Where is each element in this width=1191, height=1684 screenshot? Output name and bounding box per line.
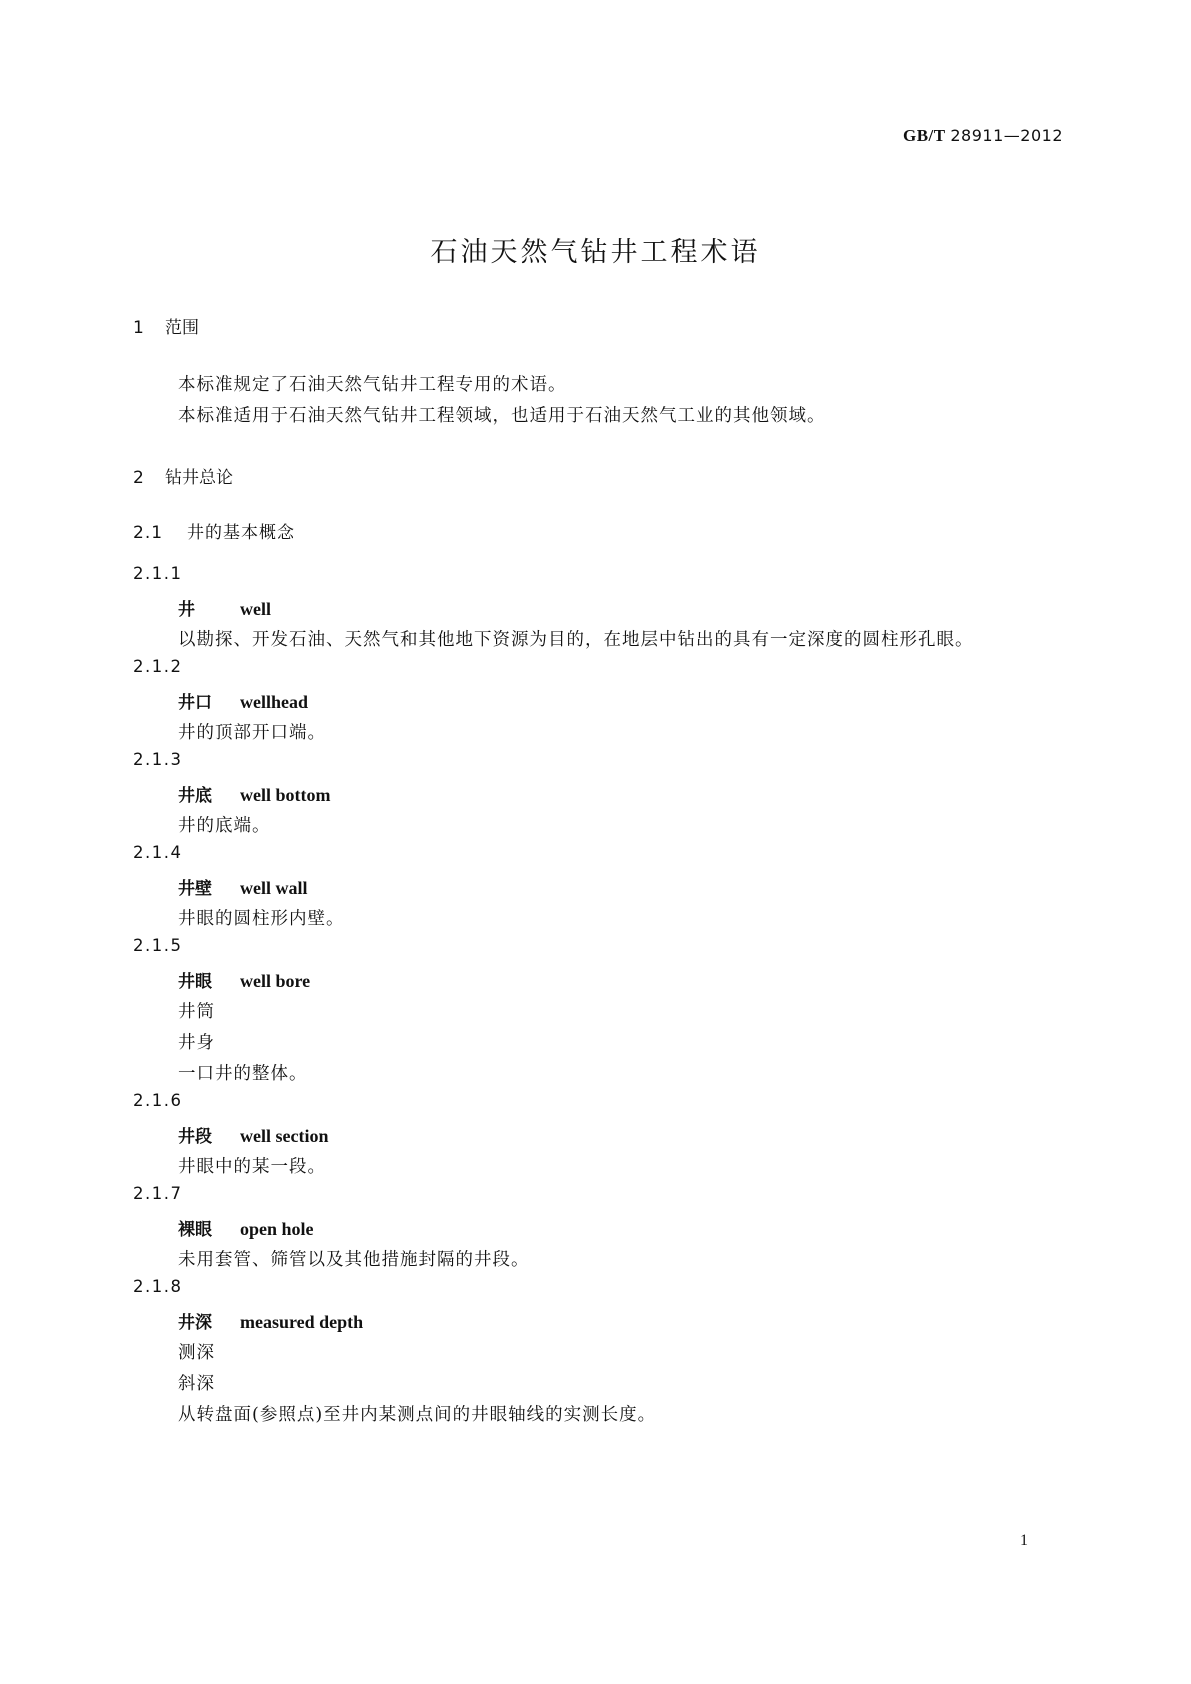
subsection-heading-2-1 [133,518,295,543]
term-definition: 井的顶部开口端。 [178,723,326,743]
term-en: open hole [240,1219,314,1239]
term-entry [178,688,308,713]
standard-number: 28911—2012 [950,126,1063,145]
term-zh: 井口 [178,693,212,713]
term-number: 2.1.3 [133,750,183,769]
term-en: well wall [240,878,308,898]
term-zh: 井眼 [178,972,212,992]
term-definition: 从转盘面(参照点)至井内某测点间的井眼轴线的实测长度。 [178,1405,657,1425]
term-zh: 井 [178,600,195,620]
section-number: 1 [133,318,144,338]
page-number: 1 [1020,1532,1028,1549]
term-en: well bottom [240,785,331,805]
term-zh: 井深 [178,1313,212,1333]
term-definition: 井眼中的某一段。 [178,1157,326,1177]
term-zh: 井壁 [178,879,212,899]
subsection-number: 2.1 [133,523,164,543]
term-en: wellhead [240,692,309,712]
paragraph: 本标准适用于石油天然气钻井工程领域，也适用于石油天然气工业的其他领域。 [178,406,826,426]
standard-prefix: GB/T [903,126,946,145]
term-number: 2.1.6 [133,1091,183,1110]
term-entry [178,1215,314,1240]
term-definition: 以勘探、开发石油、天然气和其他地下资源为目的，在地层中钻出的具有一定深度的圆柱形孔眼。 [178,630,974,650]
subsection-title: 井的基本概念 [187,523,295,543]
term-number: 2.1.2 [133,657,183,676]
term-synonym: 井身 [178,1033,215,1053]
term-zh: 井底 [178,786,212,806]
standard-id [903,126,1063,146]
term-entry [178,781,330,806]
term-entry [178,595,271,620]
term-zh: 井段 [178,1127,212,1147]
term-zh: 裸眼 [178,1220,212,1240]
section-heading-2 [133,463,233,488]
term-number: 2.1.8 [133,1277,183,1296]
term-number: 2.1.4 [133,843,183,862]
term-synonym: 测深 [178,1343,215,1363]
term-definition: 一口井的整体。 [178,1064,308,1084]
term-entry [178,1122,328,1147]
section-title: 范围 [165,318,199,338]
term-entry [178,967,310,992]
term-en: well [240,599,271,619]
term-en: measured depth [240,1312,364,1332]
paragraph: 本标准规定了石油天然气钻井工程专用的术语。 [178,375,567,395]
section-number: 2 [133,468,144,488]
term-synonym: 井筒 [178,1002,215,1022]
term-number: 2.1.5 [133,936,183,955]
term-definition: 井眼的圆柱形内壁。 [178,909,345,929]
term-en: well bore [240,971,311,991]
term-synonym: 斜深 [178,1374,215,1394]
section-title: 钻井总论 [165,468,233,488]
term-definition: 井的底端。 [178,816,271,836]
term-en: well section [240,1126,329,1146]
section-heading-1 [133,313,199,338]
term-entry [178,1308,363,1333]
document-title: 石油天然气钻井工程术语 [430,237,761,268]
term-number: 2.1.1 [133,564,183,583]
term-entry [178,874,308,899]
term-definition: 未用套管、筛管以及其他措施封隔的井段。 [178,1250,530,1270]
term-number: 2.1.7 [133,1184,183,1203]
